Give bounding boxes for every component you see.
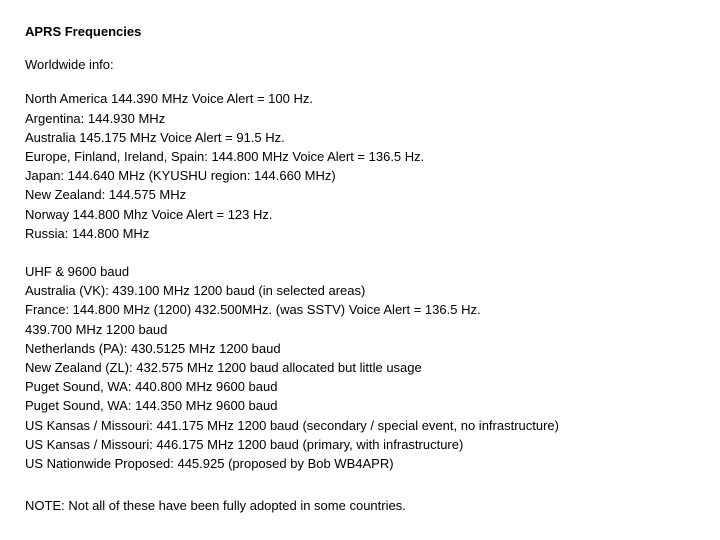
worldwide-label: Worldwide info: — [25, 57, 114, 73]
frequency-line: US Nationwide Proposed: 445.925 (proposed by Bob WB4APR) — [25, 456, 394, 472]
vhf-frequency-list — [25, 89, 715, 243]
frequency-line: Russia: 144.800 MHz — [25, 225, 150, 241]
frequency-line: New Zealand: 144.575 MHz — [25, 187, 187, 203]
frequency-line: North America 144.390 MHz Voice Alert = 100 Hz. — [25, 91, 313, 107]
frequency-line: Australia (VK): 439.100 MHz 1200 baud (in selected areas) — [25, 283, 366, 299]
frequency-line: New Zealand (ZL): 432.575 MHz 1200 baud allocated but little usage — [25, 360, 422, 376]
page-title: APRS Frequencies — [25, 24, 142, 39]
frequency-line: US Kansas / Missouri: 441.175 MHz 1200 baud (secondary / special event, no infrastructure) — [25, 417, 559, 433]
frequency-line: US Kansas / Missouri: 446.175 MHz 1200 baud (primary, with infrastructure) — [25, 436, 464, 452]
frequency-line: Netherlands (PA): 430.5125 MHz 1200 baud — [25, 340, 281, 356]
frequency-line: Japan: 144.640 MHz (KYUSHU region: 144.660 MHz) — [25, 168, 336, 184]
frequency-line: France: 144.800 MHz (1200) 432.500MHz. (was SSTV) Voice Alert = 136.5 Hz. — [25, 302, 481, 318]
adoption-note: NOTE: Not all of these have been fully adopted in some countries. — [25, 498, 406, 514]
frequency-line: Puget Sound, WA: 144.350 MHz 9600 baud — [25, 398, 278, 414]
uhf-frequency-list — [25, 262, 715, 473]
frequency-line: Australia 145.175 MHz Voice Alert = 91.5 Hz. — [25, 129, 285, 145]
frequency-line: 439.700 MHz 1200 baud — [25, 321, 168, 337]
frequency-line: Europe, Finland, Ireland, Spain: 144.800 MHz Voice Alert = 136.5 Hz. — [25, 149, 425, 165]
document-page — [25, 22, 715, 515]
frequency-line: Puget Sound, WA: 440.800 MHz 9600 baud — [25, 379, 278, 395]
frequency-line: Norway 144.800 Mhz Voice Alert = 123 Hz. — [25, 206, 273, 222]
frequency-line: Argentina: 144.930 MHz — [25, 110, 166, 126]
uhf-section-heading: UHF & 9600 baud — [25, 264, 130, 280]
